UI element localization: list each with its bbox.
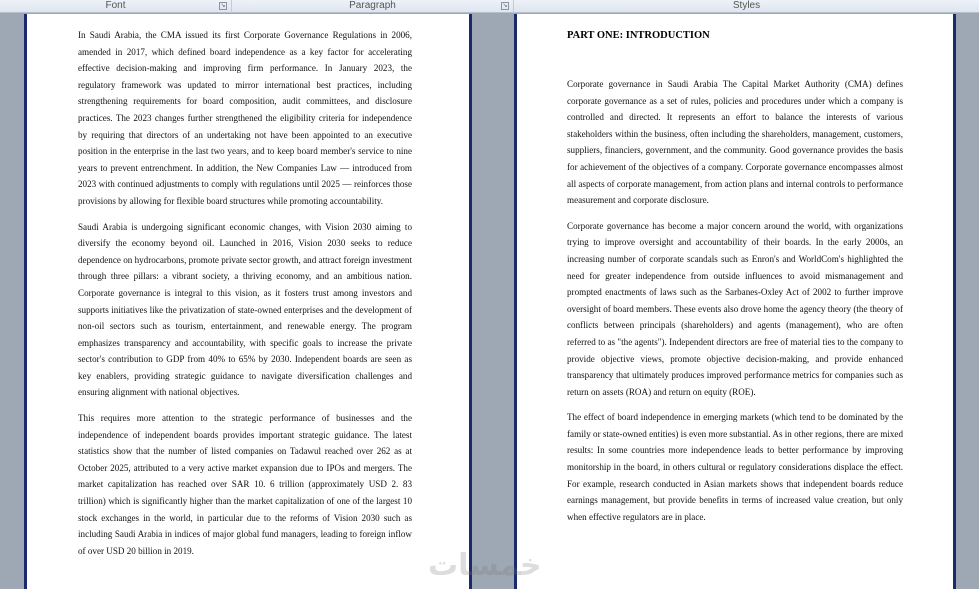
ribbon-group-font [0, 0, 232, 13]
ribbon-group-labels [0, 0, 979, 13]
watermark-logo: خمسات [428, 548, 542, 583]
ribbon-group-paragraph-label: Paragraph [349, 0, 396, 11]
paragraph[interactable]: Corporate governance has become a major concern around the world, with organizations trying to improve oversight and accountability of their boards. In the early 2000s, an increasing number of corporate scandals such as Enron's and WorldCom's highlighted the need for greater independence from outside influences to avoid mismanagement and prompted enactments of laws such as the Sarbanes-Oxley Act of 2002 to further improve oversight of board members. These events also drove home the agency theory (the theory of conflicts between principals (shareholders) and agents (management), who are often referred to as "the agents"). Independent directors are free of material ties to the company to provide objective views, promote objective decision-making, and provide enhanced transparency that ultimately produces improved performance metrics for companies such as return on assets (ROA) and return on equity (ROE). [567, 220, 903, 397]
section-heading[interactable]: PART ONE: INTRODUCTION [567, 30, 710, 41]
ribbon-group-font-label: Font [105, 0, 126, 11]
ribbon-group-paragraph [232, 0, 514, 13]
paragraph[interactable]: This requires more attention to the strategic performance of businesses and the independence of independent boards provides important strategic guidance. The latest statistics show that the number of listed companies on Tadawul reached over 262 as at October 2025, attributed to a very active market expansion due to IPOs and mergers. The market capitalization has reached over SAR 10. 6 trillion (approximately USD 2. 83 trillion) which is significantly higher than the market capitalization of one of the largest 10 stock exchanges in the world, in particular due to the reforms of Vision 2030 such as including Saudi Arabia in indices of major global fund managers, leading to foreign inflow of over USD 20 billion in 2019. [78, 413, 412, 556]
paragraph[interactable]: In Saudi Arabia, the CMA issued its first Corporate Governance Regulations in 2006, amended in 2017, which defined board independence as a key factor for accelerating effective decision-making and improving firm performance. In January 2023, the regulatory framework was updated to mirror international best practices, including strengthening requirements for board composition, audit committees, and disclosure practices. The 2023 changes further strengthened the eligibility criteria for independence by requiring that directors of an undertaking not have been appointed to an executive position in the enterprise in the last two years, and to keep board member's service to nine years to prevent entrenchment. In addition, the New Companies Law — introduced from 2023 with continued adjustments to comply with regulations until 2025 — reinforces those provisions by allowing for flexible board structures while promoting accountability. [78, 30, 412, 206]
page-border-right [953, 14, 956, 589]
page-body[interactable] [78, 27, 412, 568]
paragraph[interactable]: The effect of board independence in emerging markets (which tend to be dominated by the family or state-owned entities) is even more substantial. As in other regions, there are mixed results: In some countries more independence leads to better performance by improving monitorship in the board, in others cultural or regulatory considerations displace the effect. For example, research conducted in Asian markets shows that independent boards reduce earnings management, but provide benefits in terms of increased value creation, but only when effective regulators are in place. [567, 412, 903, 522]
ribbon-group-styles [514, 0, 979, 13]
page-border-right [469, 14, 472, 589]
paragraph-dialog-launcher-icon[interactable]: ↘ [502, 3, 508, 9]
font-dialog-launcher-icon[interactable]: ↘ [220, 3, 226, 9]
page-border-left [514, 14, 517, 589]
document-page-left[interactable] [24, 14, 472, 589]
paragraph[interactable]: Saudi Arabia is undergoing significant economic changes, with Vision 2030 aiming to diversify the economy beyond oil. Launched in 2016, Vision 2030 seeks to reduce dependence on hydrocarbons, promote private sector growth, and attract foreign investment through three pillars: a vibrant society, a thriving economy, and an ambitious nation. Corporate governance is integral to this vision, as it fosters trust among investors and supports initiatives like the privatization of state-owned enterprises and the development of non-oil sectors such as tourism, entertainment, and renewable energy. The program emphasizes transparency and accountability, with specific goals to increase the private sector's contribution to GDP from 40% to 65% by 2030. Independent boards are seen as key enablers, providing strategic guidance to navigate diversification challenges and ensuring alignment with national objectives. [78, 221, 412, 398]
ribbon-group-styles-label: Styles [732, 0, 761, 11]
paragraph[interactable]: Corporate governance in Saudi Arabia The Capital Market Authority (CMA) defines corporate governance as a set of rules, policies and procedures under which a company is controlled and directed. It represents an effort to balance the interests of various stakeholders within the business, often including the shareholders, management, customers, suppliers, financiers, government, and the community. Good governance provides the basis for achievement of the objectives of a company. Corporate governance encompasses almost all aspects of corporate management, from action plans and internal controls to performance measurement and corporate disclosure. [567, 79, 903, 206]
page-body[interactable] [567, 76, 903, 534]
document-page-right[interactable] [514, 14, 956, 589]
page-border-left [24, 14, 27, 589]
